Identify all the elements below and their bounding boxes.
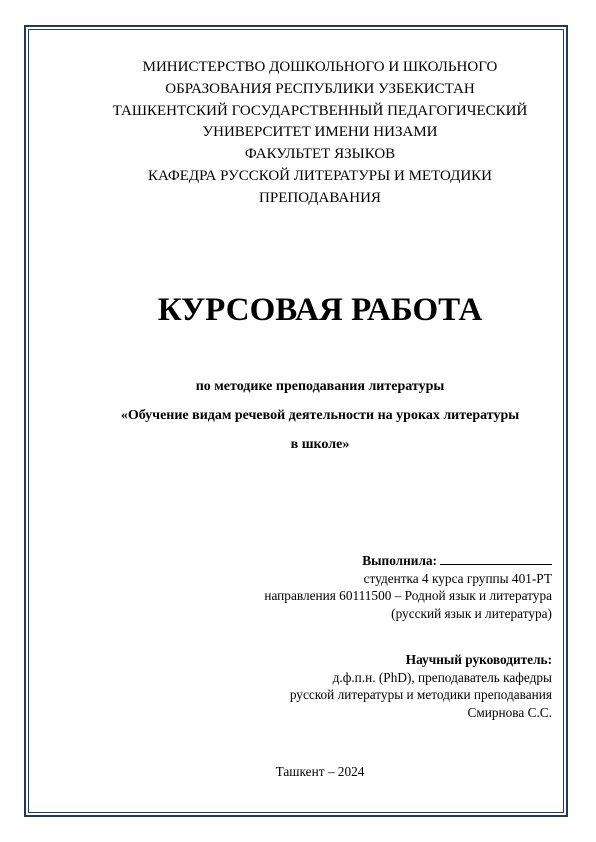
subject-line: по методике преподавания литературы [195, 379, 445, 394]
subject-line: в школе» [290, 437, 350, 452]
supervisor-block [290, 651, 552, 721]
supervisor-label: Научный руководитель: [405, 652, 552, 667]
supervisor-line: Смирнова С.С. [467, 704, 552, 720]
subject-line: «Обучение видам речевой деятельности на уроках литературы [120, 408, 520, 423]
header-line: ОБРАЗОВАНИЯ РЕСПУБЛИКИ УЗБЕКИСТАН [165, 80, 475, 97]
supervisor-line: д.ф.п.н. (PhD), преподаватель кафедры [332, 669, 552, 685]
performer-line: (русский язык и литература) [391, 605, 552, 621]
header-line: МИНИСТЕРСТВО ДОШКОЛЬНОГО И ШКОЛЬНОГО [142, 59, 498, 75]
city-year: Ташкент – 2024 [275, 764, 365, 779]
header-line: ТАШКЕНТСКИЙ ГОСУДАРСТВЕННЫЙ ПЕДАГОГИЧЕСКИЙ [112, 102, 528, 119]
institution-header [44, 57, 596, 210]
performer-line: направления 60111500 – Родной язык и литература [264, 588, 552, 603]
performer-label-row [264, 552, 552, 570]
header-line: КАФЕДРА РУССКОЙ ЛИТЕРАТУРЫ И МЕТОДИКИ [147, 167, 493, 184]
header-line: ФАКУЛЬТЕТ ЯЗЫКОВ [244, 146, 396, 163]
work-subject [44, 372, 596, 459]
header-line: УНИВЕРСИТЕТ ИМЕНИ НИЗАМИ [202, 124, 438, 141]
signature-blank [440, 552, 552, 565]
supervisor-line: русской литературы и методики преподавания [289, 687, 552, 702]
performer-label: Выполнила: [362, 553, 437, 568]
document-title: КУРСОВАЯ РАБОТА [157, 292, 483, 328]
performer-block [264, 552, 552, 622]
performer-line: студентка 4 курса группы 401-РТ [363, 570, 552, 586]
header-line: ПРЕПОДАВАНИЯ [259, 189, 381, 206]
